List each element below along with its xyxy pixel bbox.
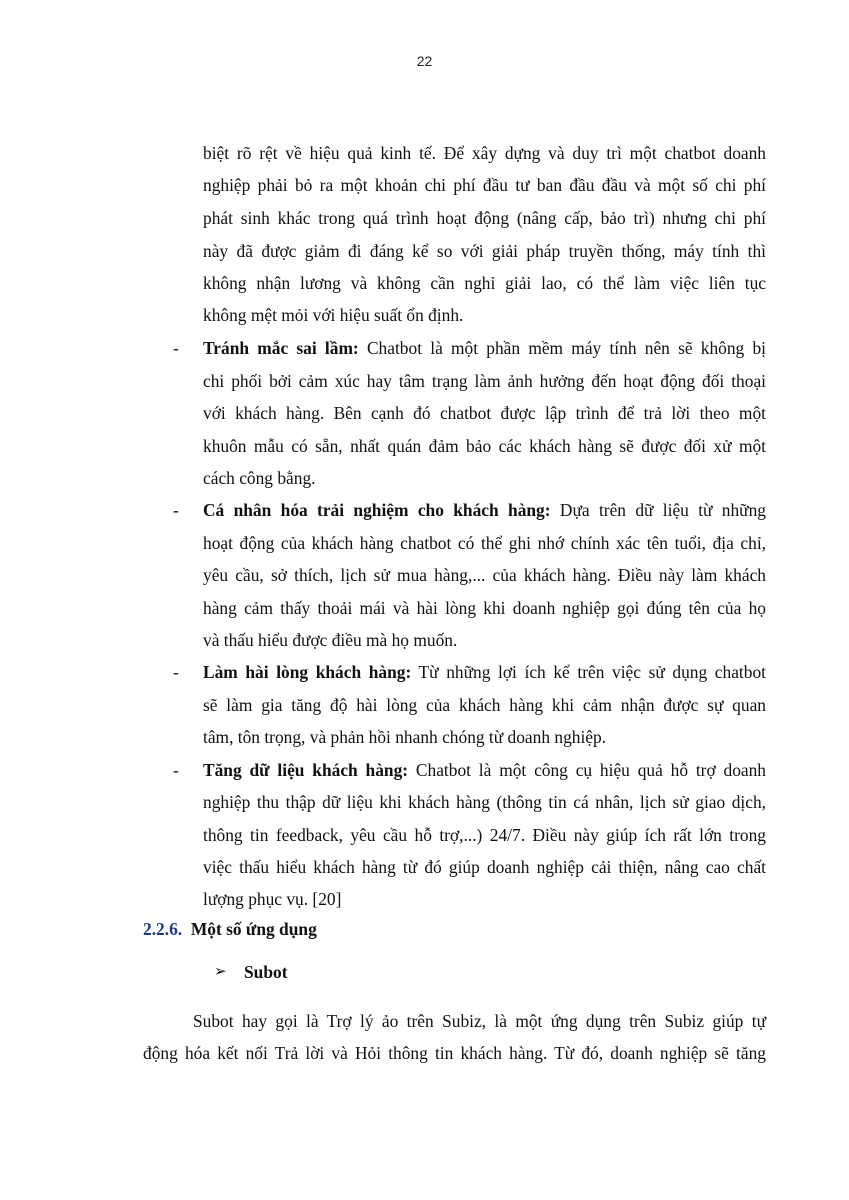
intro-line: biệt rõ rệt về hiệu quả kinh tế. Để xây dựng và duy trì một chatbot doanh [203,143,766,163]
paragraph-line: Subot hay gọi là Trợ lý ảo trên Subiz, là một ứng dụng trên Subiz giúp tự [193,1011,766,1031]
bullet-text: Chatbot là một công cụ hiệu quả hỗ trợ doanh [408,760,766,780]
intro-line: nghiệp phải bỏ ra một khoản chi phí đầu tư ban đầu đầu và một số chi phí [203,175,766,195]
bullet-first-line [203,662,766,682]
bullet-line: lượng phục vụ. [20] [203,889,342,909]
bullet-title: Tránh mắc sai lầm: [203,338,359,358]
bullet-first-line [203,500,766,520]
bullet-dash: - [173,662,179,682]
arrow-bullet-icon: ➢ [214,964,227,980]
bullet-line: chi phối bởi cảm xúc hay tâm trạng làm ảnh hưởng đến hoạt động đối thoại [203,371,766,391]
page-number: 22 [416,53,433,69]
bullet-line: việc thấu hiểu khách hàng từ đó giúp doanh nghiệp cải thiện, nâng cao chất [203,857,766,877]
intro-line: không nhận lương và không cần nghỉ giải lao, có thể làm việc liên tục [203,273,766,293]
bullet-line: sẽ làm gia tăng độ hài lòng của khách hàng khi cảm nhận được sự quan [203,695,766,715]
intro-line: này đã được giảm đi đáng kể so với giải pháp truyền thống, máy tính thì [203,241,766,261]
bullet-text: Từ những lợi ích kể trên việc sử dụng chatbot [411,662,766,682]
bullet-title: Tăng dữ liệu khách hàng: [203,760,409,780]
bullet-line: nghiệp thu thập dữ liệu khi khách hàng (thông tin cá nhân, lịch sử giao dịch, [203,792,766,812]
subsection-title: Subot [244,962,288,982]
bullet-text: Chatbot là một phần mềm máy tính nên sẽ không bị [358,338,767,358]
bullet-first-line [203,338,766,358]
paragraph-line: động hóa kết nối Trả lời và Hỏi thông tin khách hàng. Từ đó, doanh nghiệp sẽ tăng [143,1043,766,1063]
bullet-title: Cá nhân hóa trải nghiệm cho khách hàng: [203,500,551,520]
bullet-line: yêu cầu, sở thích, lịch sử mua hàng,... của khách hàng. Điều này làm khách [203,565,766,585]
bullet-line: với khách hàng. Bên cạnh đó chatbot được lập trình để trả lời theo một [203,403,766,423]
section-number: 2.2.6. [143,919,183,939]
section-heading [143,919,317,939]
intro-line: không mệt mỏi với hiệu suất ổn định. [203,305,464,325]
section-title: Một số ứng dụng [190,919,317,939]
bullet-line: hàng cảm thấy thoải mái và hài lòng khi doanh nghiệp gọi đúng tên của họ [203,598,766,618]
bullet-title: Làm hài lòng khách hàng: [203,662,412,682]
bullet-dash: - [173,500,179,520]
bullet-line: cách công bằng. [203,468,316,488]
bullet-line: khuôn mẫu có sẵn, nhất quán đảm bảo các khách hàng sẽ được đối xử một [203,436,766,456]
bullet-dash: - [173,760,179,780]
intro-line: phát sinh khác trong quá trình hoạt động (nâng cấp, bảo trì) nhưng chi phí [203,208,766,228]
bullet-first-line [203,760,766,780]
bullet-text: Dựa trên dữ liệu từ những [550,500,766,520]
bullet-dash: - [173,338,179,358]
bullet-line: thông tin feedback, yêu cầu hỗ trợ,...) 24/7. Điều này giúp ích rất lớn trong [203,825,766,845]
bullet-line: hoạt động của khách hàng chatbot có thể ghi nhớ chính xác tên tuổi, địa chỉ, [203,533,766,553]
bullet-line: và thấu hiểu được điều mà họ muốn. [203,630,458,650]
bullet-line: tâm, tôn trọng, và phản hồi nhanh chóng từ doanh nghiệp. [203,727,607,747]
